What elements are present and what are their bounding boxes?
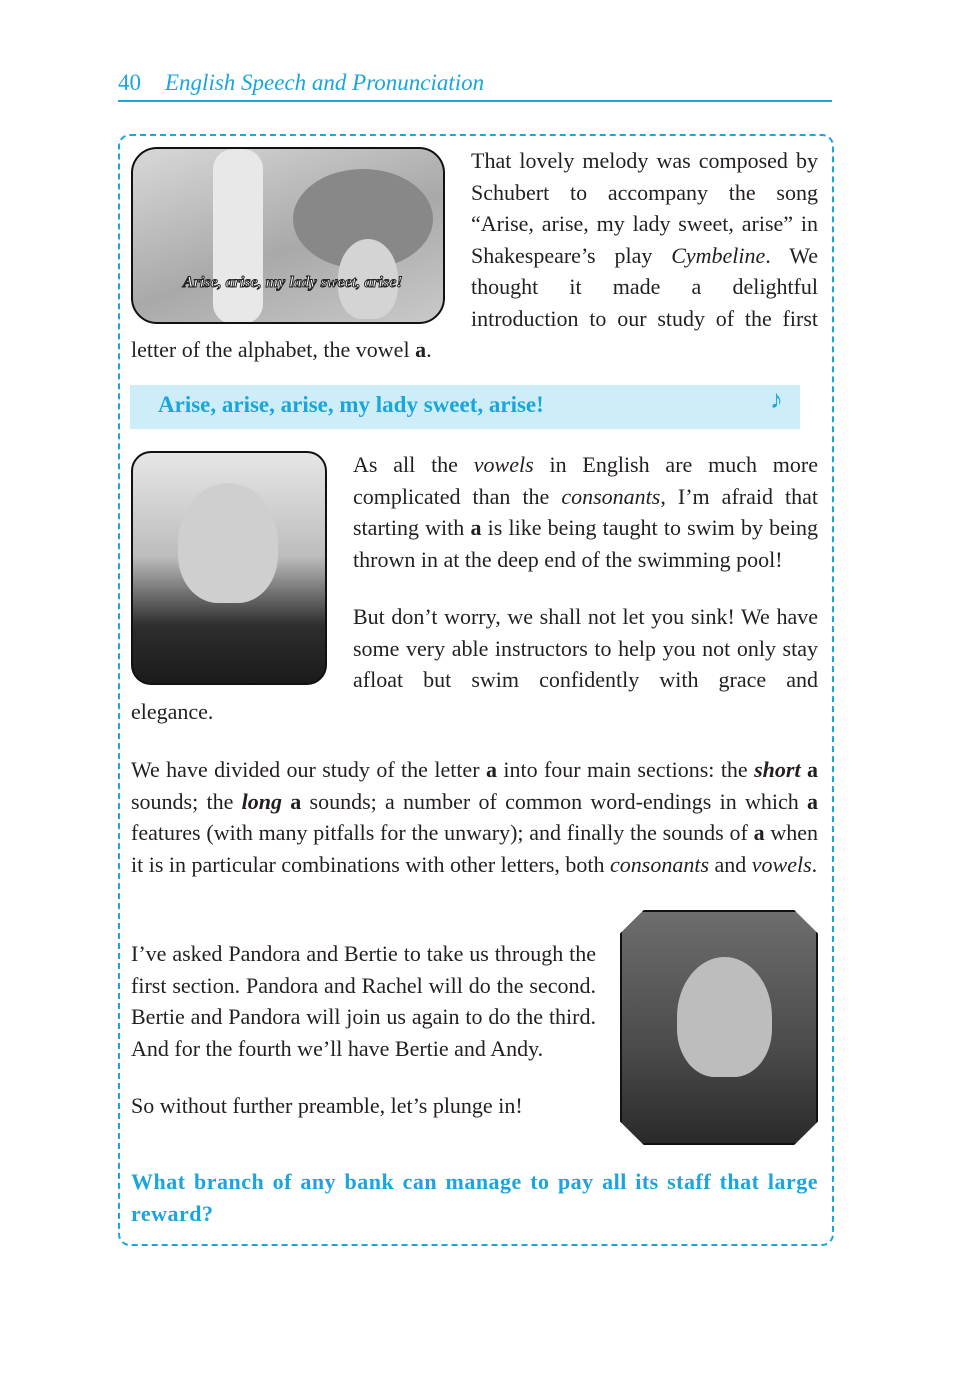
intro-section [131,145,818,366]
instructor-photo-man [131,451,327,685]
sections-paragraph-block [131,754,818,880]
paragraph-intro: That lovely melody was composed by Schubert to accompany the song “Arise, arise, my lady sweet, arise” in Shakespeare’s play Cymbeline. We thought it made a delightful introduction to our study of the first letter of the alphabet, the vowel a. [131,148,818,362]
banner-text: Arise, arise, arise, my lady sweet, arise! [158,392,544,417]
illustration-caption: Arise, arise, my lady sweet, arise! [183,274,403,291]
paragraph-sections: We have divided our study of the letter a into four main sections: the short a sounds; the long a sounds; a number of common word-endings in which a features (with many pitfalls for the unwary); and finally the sounds of a when it is in particular combinations with other letters, both consonants and vowels. [131,757,818,877]
instructors-section [131,938,818,1155]
paragraph-instructors: I’ve asked Pandora and Bertie to take us through the first section. Pandora and Rachel will do the second. Bertie and Pandora will join us again to do the third. And for the fourth we’ll have Bertie and Andy. [131,941,596,1061]
running-header [118,68,832,102]
music-note-icon: ♪ [770,385,783,414]
paragraph-reassurance: But don’t worry, we shall not let you sink! We have some very able instructors to help you not only stay afloat but swim confidently with grace and elegance. [131,604,818,724]
paragraph-vowels: As all the vowels in English are much more complicated than the consonants, I’m afraid that starting with a is like being taught to swim by being thrown in at the deep end of the swimming pool! [353,452,818,572]
page-number: 40 [118,70,141,95]
riddle-question: What branch of any bank can manage to pay all its staff that large reward? [131,1169,818,1226]
paragraph-plunge: So without further preamble, let’s plunge in! [131,1093,523,1118]
instructor-photo-woman [620,910,818,1145]
schubert-illustration [131,147,445,324]
vowels-section [131,449,818,727]
song-banner [130,385,800,429]
book-title: English Speech and Pronunciation [165,70,485,95]
